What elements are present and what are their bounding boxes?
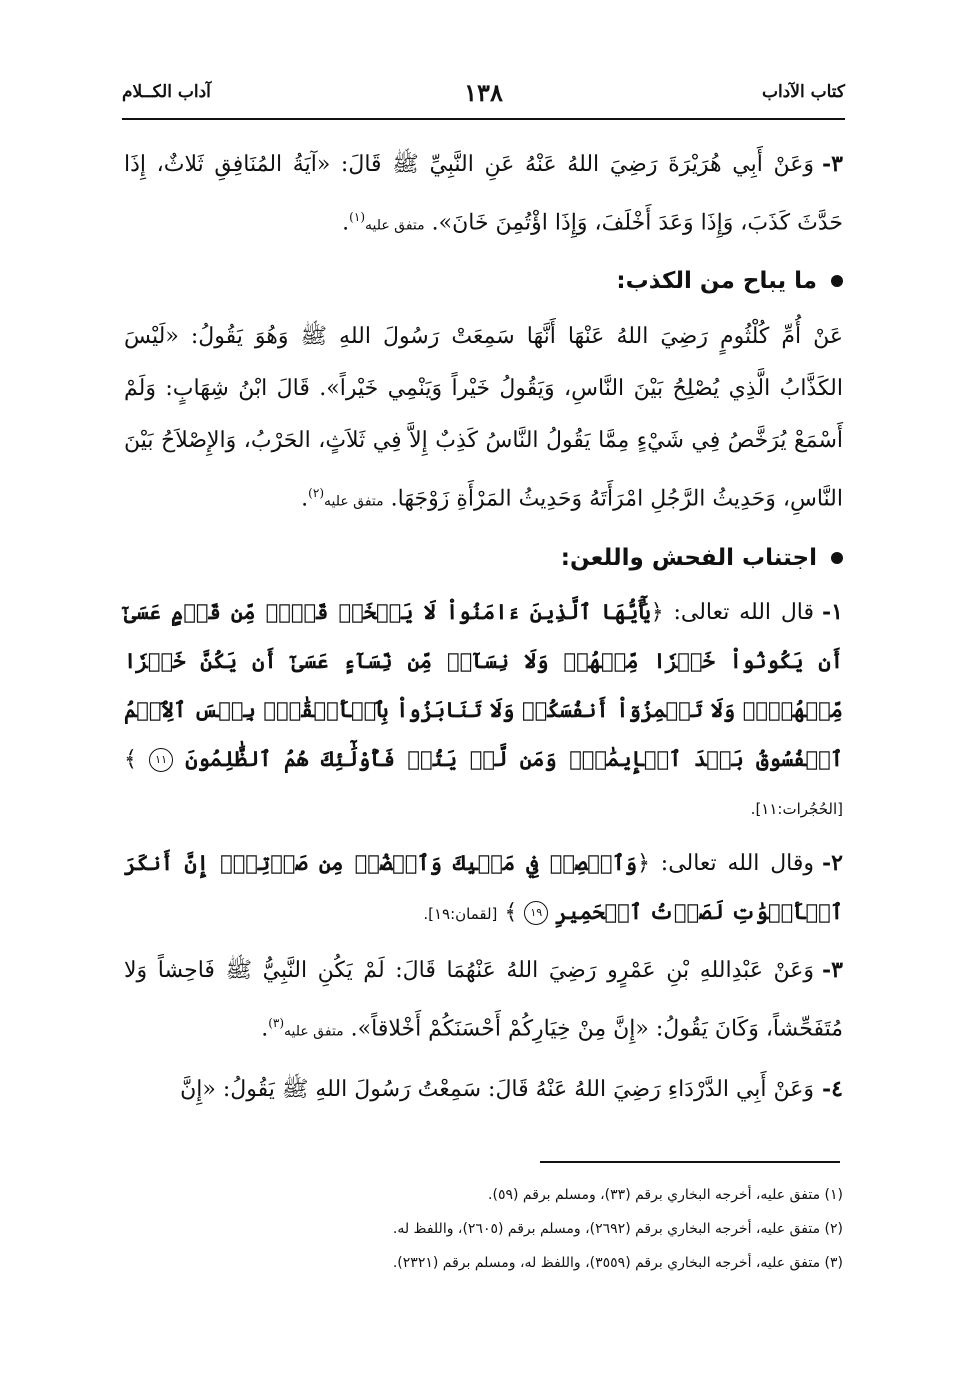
hadith-hypocrite	[124, 138, 843, 251]
end-mark: .	[261, 1015, 269, 1041]
page-body	[124, 138, 843, 1122]
item-number: ٣-	[822, 956, 843, 983]
hadith-text: وَعَنْ أَبِي الدَّرْدَاءِ رَضِيَ اللهُ عَنْهُ قَالَ: سَمِعْتُ رَسُولَ اللهِ ﷺ يَقُولُ: «إِنَّ	[180, 1076, 815, 1102]
section-heading-avoid-obscenity	[124, 534, 843, 582]
chapter-title: آداب الكــلام	[122, 82, 211, 102]
citation-intro: وقال الله تعالى:	[660, 850, 815, 876]
footnote-ref: (٢)	[308, 486, 324, 501]
hadith-umm-kulthum	[124, 311, 843, 527]
open-bracket-icon: ﴿	[637, 850, 650, 876]
footnote-divider	[540, 1161, 840, 1163]
hadith-text: وَعَنْ عَبْدِاللهِ بْنِ عَمْرٍو رَضِيَ اللهُ عَنْهُمَا قَالَ: لَمْ يَكُنِ النَّبِيُّ ﷺ فَاحِشاً وَلا مُتَفَحِّشاً، وَكَانَ يَقُولُ: «إِنَّ مِنْ خِيَارِكُمْ أَحْسَنَكُمْ أَخْلاقاً».	[124, 957, 843, 1041]
end-mark: .	[301, 486, 309, 512]
hadith-abu-darda	[124, 1063, 843, 1116]
section-heading-permitted-lying	[124, 257, 843, 305]
footnote-ref: (١)	[349, 210, 365, 224]
footnote-item: (١) متفق عليه، أخرجه البخاري برقم (٣٣)، ومسلم برقم (٥٩).	[488, 1187, 843, 1203]
item-number: ٣-	[822, 151, 843, 177]
close-bracket-icon: ﴾	[504, 899, 518, 925]
page-number: ١٣٨	[464, 78, 503, 107]
hadith-abdullah-ibn-amr	[124, 944, 843, 1057]
surah-reference: [الحُجُرات:١١].	[750, 799, 843, 818]
end-mark: .	[342, 210, 350, 236]
quran-citation-hujurat	[124, 588, 843, 833]
item-number: ٤-	[822, 1075, 843, 1102]
footnote-item: (٢) متفق عليه، أخرجه البخاري برقم (٢٦٩٢)، ومسلم برقم (٢٦٠٥)، واللفظ له.	[392, 1221, 843, 1237]
section-title: اجتناب الفحش واللعن:	[560, 544, 817, 571]
agreed-upon-note: متفق عليه	[365, 217, 425, 234]
ayah-number-icon: ١١	[149, 748, 173, 772]
item-number: ١-	[822, 598, 843, 625]
close-bracket-icon: ﴾	[124, 746, 137, 772]
quran-verse: وَٱقۡصِدۡ فِي مَشۡيِكَ وَٱغۡضُضۡ مِن صَوۡتِكَۚ إِنَّ أَنكَرَ ٱلۡأَصۡوَٰتِ لَصَوۡتُ ٱلۡحَمِيرِ	[124, 849, 843, 924]
book-title: كتاب الآداب	[761, 82, 845, 102]
running-header	[122, 78, 845, 120]
citation-intro: قال الله تعالى:	[673, 599, 815, 625]
open-bracket-icon: ﴿	[650, 599, 664, 625]
bullet-icon	[831, 275, 843, 287]
item-number: ٢-	[822, 849, 843, 876]
footnote-item: (٣) متفق عليه، أخرجه البخاري برقم (٣٥٥٩)، واللفظ له، ومسلم برقم (٢٣٢١).	[392, 1255, 843, 1271]
surah-reference: [لقمان:١٩].	[423, 904, 498, 923]
hadith-text: وَعَنْ أَبِي هُرَيْرَةَ رَضِيَ اللهُ عَنْهُ عَنِ النَّبِيِّ ﷺ قَالَ: «آيَةُ المُنَافِقِ ثَلاثٌ، إِذَا حَدَّثَ كَذَبَ، وَإِذَا وَعَدَ أَخْلَفَ، وَإِذَا اؤْتُمِنَ خَانَ».	[124, 152, 843, 236]
agreed-upon-note: متفق عليه	[284, 1022, 344, 1039]
bullet-icon	[831, 552, 843, 564]
ayah-number-icon: ١٩	[524, 901, 548, 925]
quran-citation-luqman	[124, 839, 843, 938]
quran-verse: يَٰٓأَيُّهَا ٱلَّذِينَ ءَامَنُواْ لَا يَسۡخَرۡ قَوۡمٞ مِّن قَوۡمٍ عَسَىٰٓ أَن يَكُونُواْ خَيۡرٗا مِّنۡهُمۡ وَلَا نِسَآءٞ مِّن نِّسَآءٍ عَسَىٰٓ أَن يَكُنَّ خَيۡرٗا مِّنۡهُنَّۖ وَلَا تَلۡمِزُوٓاْ أَنفُسَكُمۡ وَلَا تَنَابَزُواْ بِٱلۡأَلۡقَٰبِۖ بِئۡسَ ٱلِٱسۡمُ ٱلۡفُسُوقُ بَعۡدَ ٱلۡإِيمَٰنِۚ وَمَن لَّمۡ يَتُبۡ فَأُوْلَٰٓئِكَ هُمُ ٱلظَّٰلِمُونَ	[124, 598, 843, 771]
section-title: ما يباح من الكذب:	[616, 268, 817, 295]
hadith-text: عَنْ أُمِّ كُلْثُومٍ رَضِيَ اللهُ عَنْهَا أَنَّهَا سَمِعَتْ رَسُولَ اللهِ ﷺ وَهُوَ يَقُولُ: «لَيْسَ الكَذَّابُ الَّذِي يُصْلِحُ بَيْنَ النَّاسِ، وَيَقُولُ خَيْراً وَيَنْمِي خَيْراً». قَالَ ابْنُ شِهَابٍ: وَلَمْ أَسْمَعْ يُرَخَّصُ فِي شَيْءٍ مِمَّا يَقُولُ النَّاسُ كَذِبٌ إِلاَّ فِي ثَلاَثٍ، الحَرْبُ، وَالإِصْلاَحُ بَيْنَ النَّاسِ، وَحَدِيثُ الرَّجُلِ امْرَأَتَهُ وَحَدِيثُ المَرْأَةِ زَوْجَهَا.	[124, 324, 843, 512]
footnote-ref: (٣)	[268, 1015, 285, 1030]
agreed-upon-note: متفق عليه	[324, 493, 384, 510]
footnotes	[124, 1178, 843, 1280]
